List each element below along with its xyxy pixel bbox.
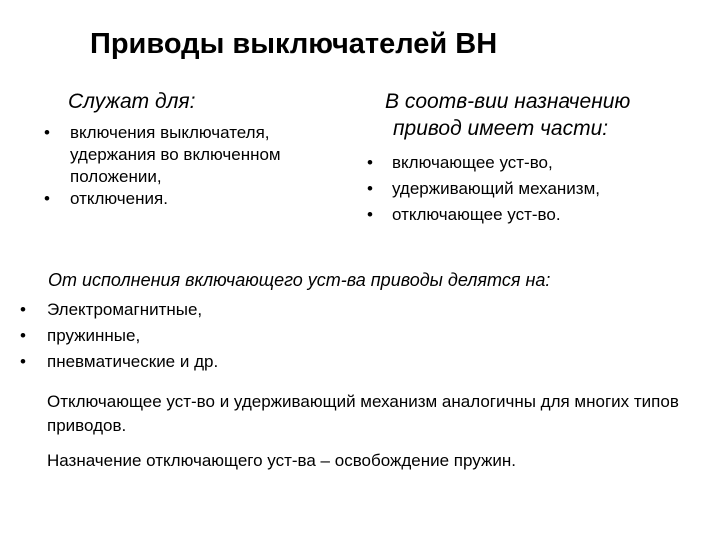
right-column-heading-line2: привод имеет части:: [393, 117, 609, 140]
bullet-icon: •: [20, 326, 26, 345]
list-item-text: пружинные,: [47, 326, 141, 345]
bullet-icon: •: [367, 179, 373, 198]
list-item: [20, 349, 447, 375]
drives-heading: От исполнения включающего уст-ва приводы делятся на:: [48, 270, 551, 290]
list-item-text: отключающее уст-во.: [392, 205, 561, 224]
list-item-text: пневматические и др.: [47, 352, 219, 371]
right-column-list: [367, 150, 712, 228]
list-item: [44, 122, 332, 188]
bullet-icon: •: [367, 205, 373, 224]
list-item-text: Электромагнитные,: [47, 300, 203, 319]
left-column-heading: Служат для:: [68, 90, 196, 113]
bullet-icon: •: [44, 189, 50, 208]
list-item: [367, 176, 712, 202]
bullet-icon: •: [367, 153, 373, 172]
bullet-icon: •: [20, 300, 26, 319]
list-item: [20, 297, 447, 323]
left-column-list: [44, 122, 332, 210]
list-item: [20, 323, 447, 349]
list-item-text: удерживающий механизм,: [392, 179, 601, 198]
paragraph-1: Отключающее уст-во и удерживающий механизм аналогичны для многих типов приводов.: [47, 392, 679, 435]
bullet-icon: •: [44, 123, 50, 142]
list-item-text: включения выключателя, удержания во включенном положении,: [70, 123, 281, 186]
list-item: [367, 150, 712, 176]
list-item-text: включающее уст-во,: [392, 153, 553, 172]
drives-list: [20, 297, 447, 375]
list-item-text: отключения.: [70, 189, 168, 208]
bullet-icon: •: [20, 352, 26, 371]
paragraph-2: Назначение отключающего уст-ва – освобождение пружин.: [47, 451, 516, 470]
page-title: Приводы выключателей ВН: [90, 28, 498, 60]
list-item: [44, 188, 332, 210]
list-item: [367, 202, 712, 228]
right-column-heading-line1: В соотв-вии назначению: [385, 90, 631, 113]
